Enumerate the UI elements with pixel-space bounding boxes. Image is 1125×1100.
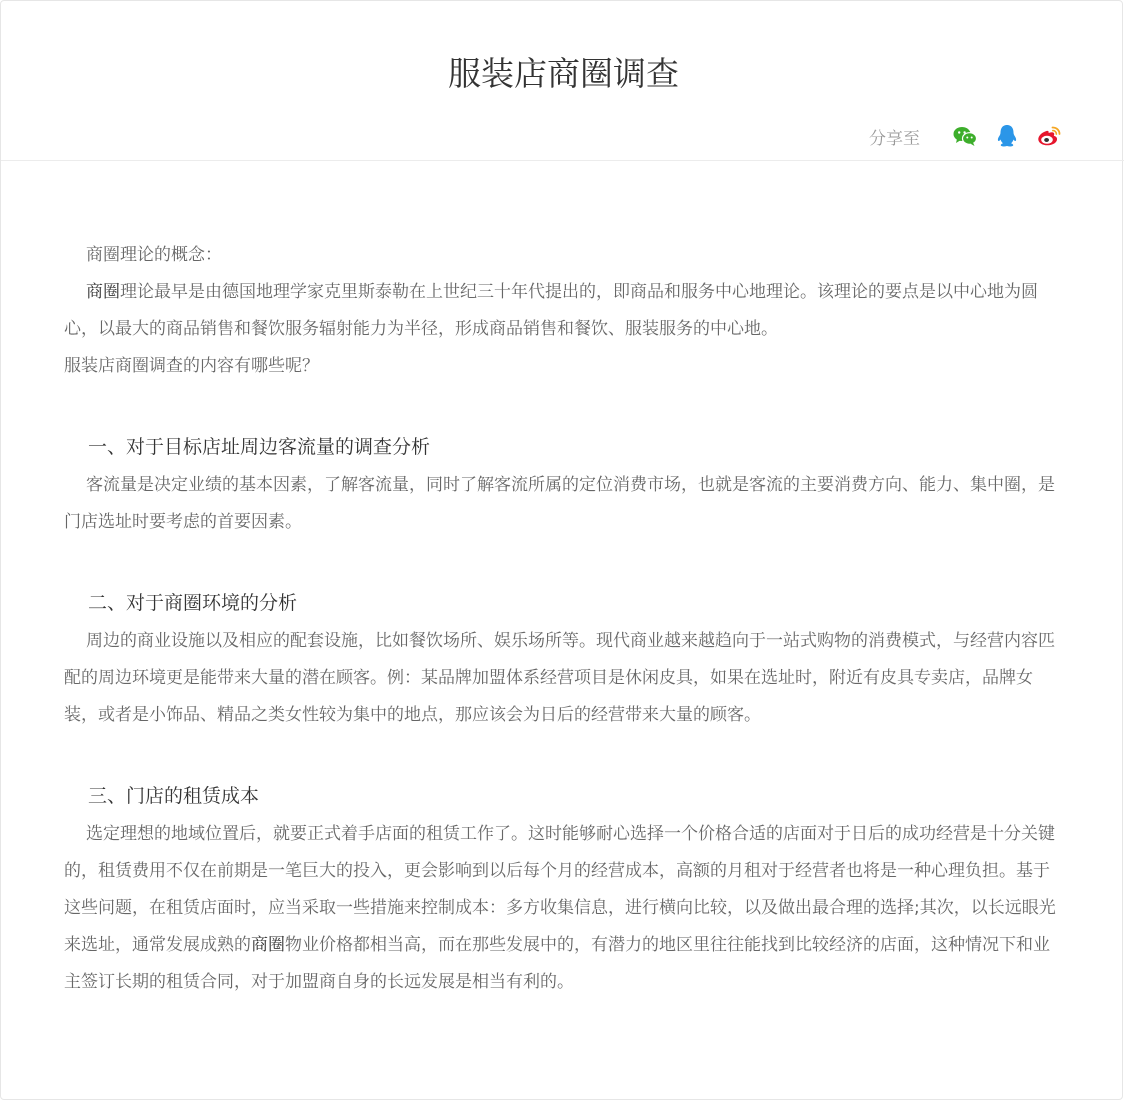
qq-icon[interactable] [994, 123, 1020, 149]
section-body-part: 选定理想的地域位置后，就要正式着手店面的租赁工作了。这时能够耐心选择一个价格合适的店面对于日后的成功经营是十分关键的，租赁费用不仅在前期是一笔巨大的投入，更会影响到以后每个月的经营成本，高额的月租对于经营者也将是一种心理负担。基于这些问题，在租赁店面时，应当采取一些措施来控制成本：多方收集信息，进行横向比较，以及做出最合理的选择;其次，以长远眼光来选址，通常发展成熟的 [64, 824, 1056, 955]
section-heading: 三、门店的租赁成本 [88, 785, 260, 807]
article-header [1, 1, 1124, 161]
weibo-icon[interactable] [1036, 123, 1062, 149]
share-bar [869, 121, 1062, 151]
spacer [64, 734, 1064, 776]
article-body [64, 237, 1064, 1001]
section-heading: 一、对于目标店址周边客流量的调查分析 [88, 436, 431, 458]
page-title: 服装店商圈调查 [448, 54, 679, 93]
keyword-link-shangquan[interactable]: 商圈 [86, 282, 120, 302]
section-body: 周边的商业设施以及相应的配套设施，比如餐饮场所、娱乐场所等。现代商业越来越趋向于一站式购物的消费模式，与经营内容匹配的周边环境更是能带来大量的潜在顾客。例：某品牌加盟体系经营项目是休闲皮具，如果在选址时，附近有皮具专卖店，品牌女装，或者是小饰品、精品之类女性较为集中的地点，那应该会为日后的经营带来大量的顾客。 [64, 631, 1055, 725]
spacer [64, 385, 1064, 427]
wechat-icon[interactable] [952, 123, 978, 149]
spacer [64, 541, 1064, 583]
concept-heading: 商圈理论的概念： [86, 245, 222, 265]
section-heading: 二、对于商圈环境的分析 [88, 592, 298, 614]
intro-question: 服装店商圈调查的内容有哪些呢？ [64, 356, 319, 376]
concept-paragraph [64, 274, 1064, 348]
section-body [64, 816, 1064, 1001]
share-label: 分享至 [869, 128, 920, 149]
section-body-part: 物业价格都相当高，而在那些发展中的，有潜力的地区里往往能找到比较经济的店面，这种情况下和业主签订长期的租赁合同，对于加盟商自身的长远发展是相当有利的。 [64, 935, 1050, 992]
section-body: 客流量是决定业绩的基本因素，了解客流量，同时了解客流所属的定位消费市场，也就是客流的主要消费方向、能力、集中圈，是门店选址时要考虑的首要因素。 [64, 475, 1055, 532]
keyword-link-shangquan[interactable]: 商圈 [251, 935, 285, 955]
concept-body: 理论最早是由德国地理学家克里斯泰勒在上世纪三十年代提出的，即商品和服务中心地理论。该理论的要点是以中心地为圆心，以最大的商品销售和餐饮服务辐射能力为半径，形成商品销售和餐饮、服装服务的中心地。 [64, 282, 1038, 339]
